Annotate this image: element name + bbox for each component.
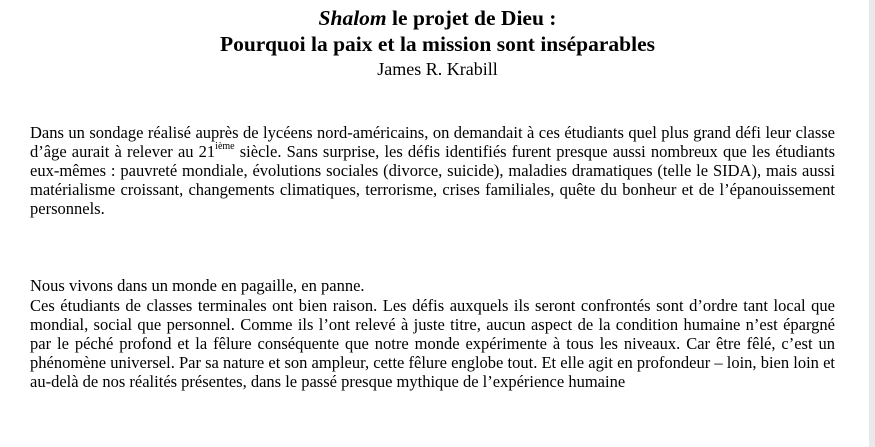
title-italic-word: Shalom: [318, 6, 387, 30]
paragraph-1-text-a: Dans un sondage réalisé auprès de lycéens nord-américains, on demandait à ces étudiants quel plus grand défi leur classe d’âge aurait à relever au 21: [30, 123, 835, 161]
paragraph-1: [30, 123, 835, 218]
paragraph-3: Ces étudiants de classes terminales ont bien raison. Les défis auxquels ils seront confrontés sont d’ordre tant local que mondial, social que personnel. Comme ils l’ont relevé à juste titre, aucun aspect de la condition humaine n’est épargné par le péché profond et la fêlure conséquente que notre monde expérimente à tous les niveaux. Car être fêlé, c’est un phénomène universel. Par sa nature et son ampleur, cette fêlure englobe tout. Et elle agit en profondeur – loin, bien loin et au-delà de nos réalités présentes, dans le passé presque mythique de l’expérience humaine: [30, 296, 835, 391]
document-author: James R. Krabill: [377, 59, 498, 79]
document-subtitle: Pourquoi la paix et la mission sont inséparables: [219, 32, 656, 56]
document-title: [0, 6, 875, 30]
superscript-ieme: ième: [215, 140, 235, 152]
title-text: le projet de Dieu :: [386, 6, 557, 30]
paragraph-1-text-b: siècle. Sans surprise, les défis identifiés furent presque aussi nombreux que les étudiants eux-mêmes : pauvreté mondiale, évolutions sociales (divorce, suicide), maladies dramatiques (telle le SIDA), mais aussi matérialisme croissant, changements climatiques, terrorisme, crises familiales, quête du bonheur et de l’épanouissement personnels.: [30, 142, 835, 218]
paragraph-2: Nous vivons dans un monde en pagaille, en panne.: [30, 276, 365, 295]
